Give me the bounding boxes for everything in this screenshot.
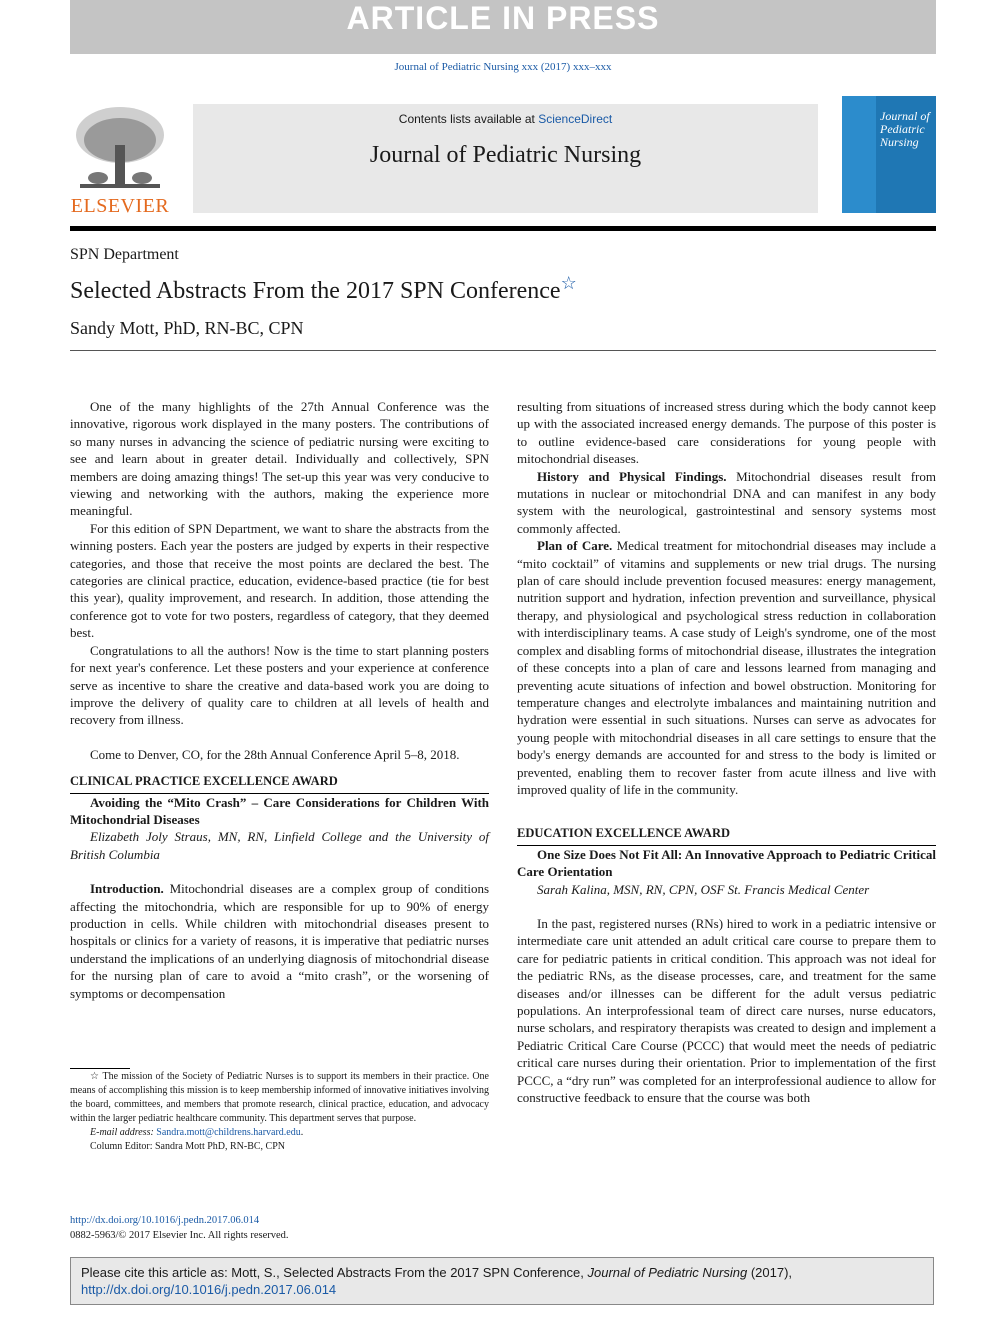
email-end: . — [300, 1127, 304, 1138]
department-label: SPN Department — [70, 246, 179, 263]
introduction-text: Mitochondrial diseases are a complex group of conditions affecting the mitochondria, which are responsible for up to 90% of energy production in cells. While children with mitochondrial diseases present to hospitals or clinics for a variety of reasons, it is imperative that pediatric nurses understand the implications of an underlying diagnosis of mitochondrial disease for the nursing plan of care to avoid a “mito crash”, or the worsening of symptoms or decompensation — [70, 881, 489, 1001]
footnote — [70, 1070, 489, 1154]
journal-reference-link[interactable]: Journal of Pediatric Nursing xxx (2017) xxx–xxx — [394, 61, 612, 73]
article-in-press-banner: ARTICLE IN PRESS — [70, 0, 936, 54]
footnote-text: The mission of the Society of Pediatric Nurses is to support its members in their practice. One means of accomplishing this mission is to keep membership informed of innovative initiatives involving the board, committees, and members that promote research, clinical practice, education, and advocacy within the larger pediatric healthcare community. This department serves that purpose. — [70, 1071, 489, 1124]
intro-paragraph-4: Come to Denver, CO, for the 28th Annual Conference April 5–8, 2018. — [90, 746, 460, 762]
citation-journal: Journal of Pediatric Nursing — [587, 1265, 748, 1280]
footnote-email-line — [70, 1126, 489, 1140]
footnote-star-icon: ☆ — [90, 1071, 100, 1082]
section-heading-clinical: CLINICAL PRACTICE EXCELLENCE AWARD — [70, 773, 489, 793]
journal-title[interactable]: Journal of Pediatric Nursing — [369, 142, 642, 168]
abstract-2-author: Sarah Kalina, MSN, RN, CPN, OSF St. Francis Medical Center — [537, 881, 870, 897]
copyright: 0882-5963/© 2017 Elsevier Inc. All rights reserved. — [70, 1230, 289, 1241]
title-footnote-star-icon[interactable]: ☆ — [560, 273, 577, 293]
citation-doi-link[interactable]: http://dx.doi.org/10.1016/j.pedn.2017.06.014 — [81, 1282, 337, 1297]
contents-prefix: Contents lists available at — [398, 112, 539, 126]
article-title — [70, 273, 577, 305]
abstract-1-continued: resulting from situations of increased stress during which the body cannot keep up with the associated increased energy demands. The purpose of this poster is to outline evidence-based care considerations for young people with mitochondrial diseases. — [517, 399, 936, 467]
article-title-text: Selected Abstracts From the 2017 SPN Conference — [70, 278, 561, 304]
citation-prefix: Please cite this article as: Mott, S., Selected Abstracts From the 2017 SPN Conference, — [81, 1265, 588, 1280]
header-rule — [70, 226, 936, 231]
intro-paragraph-2: For this edition of SPN Department, we want to share the abstracts from the winning posters. Each year the posters are judged by experts in their respective categories, and those that receive the most points are declared the best. The categories are clinical practice, education, evidence-based practice (tie for best this year), quality improvement, and research. In addition, those attending the conference got to vote for two posters, regardless of category, that they deemed best. — [70, 520, 489, 641]
cover-strip — [842, 96, 876, 213]
abstract-2-title: One Size Does Not Fit All: An Innovative Approach to Pediatric Critical Care Orientation — [517, 846, 936, 880]
history-text: Mitochondrial diseases result from mutations in nuclear or mitochondrial DNA and can manifest in any body system with the neurological, gastrointestinal and sensory systems most commonly affected. — [517, 468, 936, 536]
abstract-1-introduction — [70, 880, 489, 1002]
email-label: E-mail address: — [90, 1127, 157, 1138]
citation-box — [70, 1257, 934, 1305]
abstract-1-title: Avoiding the “Mito Crash” – Care Considerations for Children With Mitochondrial Diseases — [70, 794, 489, 827]
section-heading-education: EDUCATION EXCELLENCE AWARD — [517, 825, 936, 845]
author-line: Sandy Mott, PhD, RN-BC, CPN — [70, 318, 304, 338]
left-column — [70, 398, 489, 1002]
title-rule — [70, 350, 936, 351]
footnote-editor: Column Editor: Sandra Mott PhD, RN-BC, CPN — [90, 1141, 286, 1152]
elsevier-wordmark: ELSEVIER — [70, 195, 170, 217]
plan-label: Plan of Care. — [537, 538, 613, 554]
intro-paragraph-1: One of the many highlights of the 27th Annual Conference was the innovative, rigorous work displayed in the many posters. The contributions of so many nurses in advancing the science of pediatric nursing were exciting to see and learn about in greater detail. Individually and collectively, SPN members are doing amazing things! The set-up this year was very conducive to viewing and networking with the authors, making the experience more meaningful. — [70, 399, 489, 519]
plan-text: Medical treatment for mitochondrial diseases may include a “mito cocktail” of vitamins and supplements or new trial drugs. The nursing plan of care should include prevention focused measures: energy management, nutrition support and hydration, infection prevention and surveillance, physical therapy, and physiological and psychological stress reduction in collaboration with interdisciplinary teams. A case study of Leigh's syndrome, one of the most complex and disabling forms of mitochondrial disease, illustrates the integration of these concepts into a plan of care and lessons learned from managing and preventing acute situations of infection and bowel obstruction. Monitoring for temperature changes and electrolyte imbalances and maintaining nutrition and hydration were essential in such situations. Nurses can serve as advocates for young people with mitochondrial diseases in all care settings to ensure that the body's energy demands are accounted for and stress to the body is limited or prevented, enabling them to recover faster from acute illness and live with improved quality of life in the community. — [517, 538, 937, 797]
abstract-1-history — [517, 468, 936, 538]
footnote-rule — [70, 1068, 130, 1069]
journal-header — [193, 104, 818, 213]
history-label: History and Physical Findings. — [537, 468, 727, 484]
contents-line — [193, 112, 818, 126]
introduction-label: Introduction. — [90, 881, 164, 897]
right-column — [517, 398, 936, 1106]
citation-year: (2017), — [747, 1265, 793, 1280]
sciencedirect-link[interactable]: ScienceDirect — [538, 112, 613, 126]
abstract-2-body: In the past, registered nurses (RNs) hired to work in a pediatric intensive or intermediate care unit attended an adult critical care course to prepare them to care for pediatric patients in critical condition. This approach was not ideal for the pediatric RNs, as the disease processes, care, and treatment for the same diseases and/or illnesses can be different for the adult versus pediatric populations. An interprofessional team of direct care nurses, nurse educators, nurse scholars, and respiratory therapists was created to design and implement a Pediatric Critical Care Course (PCCC) that would meet the needs of pediatric critical care nurses during their orientation. Prior to implementation of the first PCCC, a “dry run” was completed for an interprofessional audience to allow for constructive feedback to ensure that the course was both — [517, 915, 936, 1106]
abstract-1-plan — [517, 537, 936, 798]
cover-title: Journal of Pediatric Nursing — [880, 109, 930, 149]
abstract-1-author: Elizabeth Joly Straus, MN, RN, Linfield College and the University of British Columbia — [70, 829, 489, 862]
email-link[interactable]: Sandra.mott@childrens.harvard.edu — [156, 1127, 301, 1138]
doi-link[interactable]: http://dx.doi.org/10.1016/j.pedn.2017.06.014 — [70, 1215, 260, 1226]
intro-paragraph-3: Congratulations to all the authors! Now is the time to start planning posters for next year's conference. Let these posters and your experience at conference serve as incentive to share the creative and data-based work you are doing to improve the delivery of quality care to children at all levels of health and recovery from illness. — [70, 642, 489, 728]
journal-cover-image[interactable] — [842, 96, 936, 213]
footnote-mission — [70, 1070, 489, 1126]
